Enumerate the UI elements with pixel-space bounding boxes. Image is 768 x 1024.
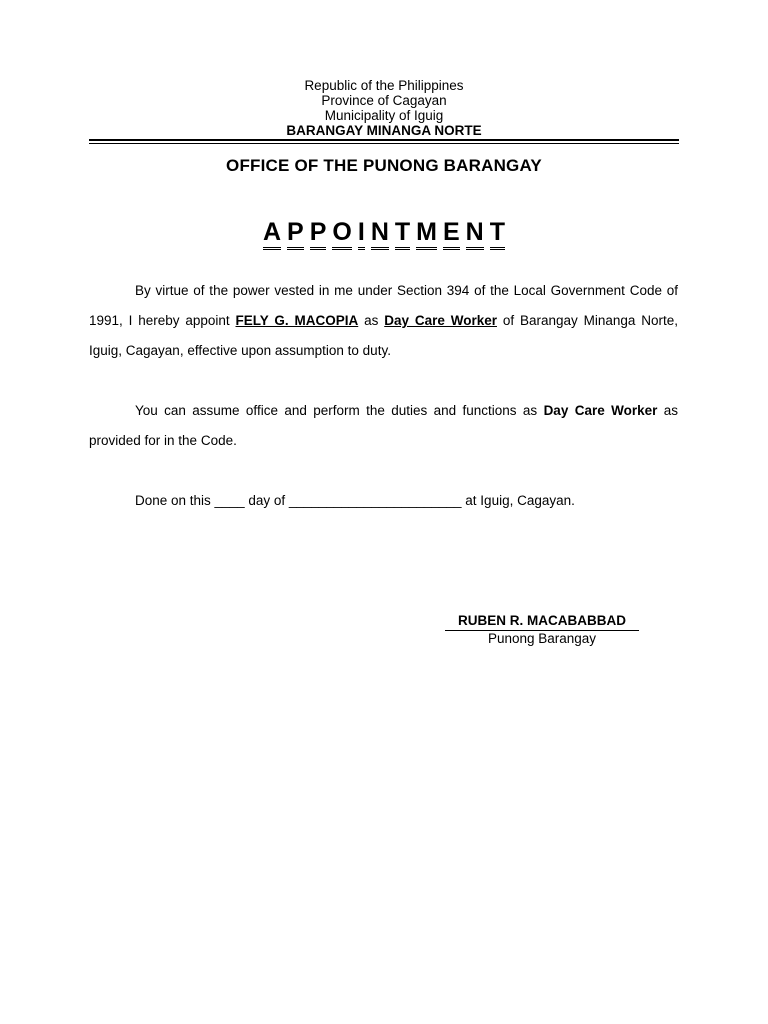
- paragraph1-text-a: By virtue of the power vested in me under Section 394 of the Local Government Code of 1991, I hereby appoint: [89, 283, 678, 328]
- signatory-title: Punong Barangay: [487, 631, 597, 646]
- title-letter: E: [443, 219, 460, 250]
- letterhead-municipality: Municipality of Iguig: [324, 108, 444, 123]
- signature-block: [445, 613, 639, 647]
- letterhead-province: Province of Cagayan: [321, 93, 447, 108]
- appointed-position: Day Care Worker: [384, 313, 497, 328]
- letterhead-republic: Republic of the Philippines: [304, 78, 464, 93]
- duties-position: Day Care Worker: [543, 403, 658, 418]
- appointee-name: FELY G. MACOPIA: [235, 313, 359, 328]
- title-letter: T: [490, 219, 505, 250]
- appointment-paragraph: [89, 276, 678, 366]
- paragraph2-text-b: as provided for in the Code.: [89, 403, 678, 448]
- title-letter: P: [310, 219, 327, 250]
- duties-paragraph: [89, 396, 678, 456]
- title-letter: P: [287, 219, 304, 250]
- title-letter: O: [332, 219, 351, 250]
- done-on-text: Done on this ____ day of _______________________ at Iguig, Cagayan.: [135, 493, 575, 508]
- title-letter: T: [395, 219, 410, 250]
- letterhead-barangay: BARANGAY MINANGA NORTE: [286, 123, 482, 138]
- office-title: OFFICE OF THE PUNONG BARANGAY: [226, 156, 542, 175]
- title-letter: N: [371, 219, 389, 250]
- header-divider-thin: [89, 143, 679, 144]
- paragraph1-text-c: of Barangay Minanga Norte, Iguig, Cagayan, effective upon assumption to duty.: [89, 313, 678, 358]
- signatory-name: RUBEN R. MACABABBAD: [445, 613, 639, 631]
- title-letter: A: [263, 219, 281, 250]
- header-divider-thick: [89, 139, 679, 141]
- title-letter: N: [466, 219, 484, 250]
- paragraph1-text-b: as: [358, 313, 385, 328]
- title-letter: M: [416, 219, 437, 250]
- paragraph2-text-a: You can assume office and perform the duties and functions as: [135, 403, 544, 418]
- document-title: [0, 218, 768, 250]
- done-on-paragraph: [89, 486, 678, 516]
- letterhead: [0, 78, 768, 138]
- title-letter: I: [358, 219, 365, 250]
